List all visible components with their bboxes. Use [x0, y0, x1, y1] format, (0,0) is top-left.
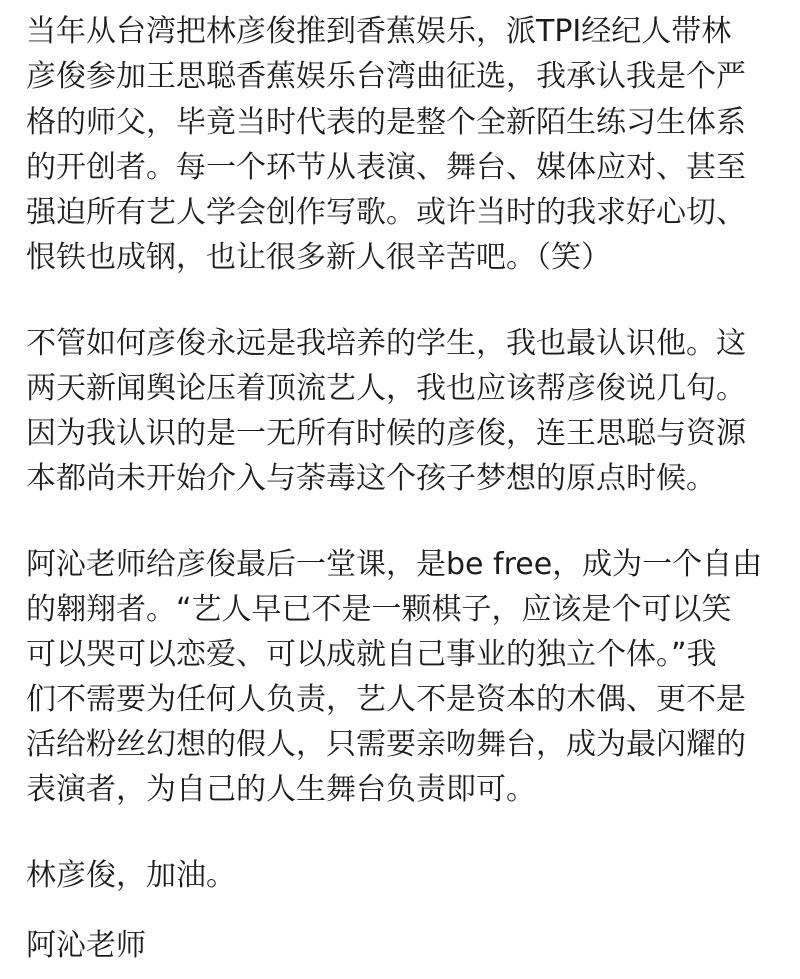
- text-line: 彦俊参加王思聪香蕉娱乐台湾曲征选，我承认我是个严: [26, 59, 746, 94]
- signature-line: 阿沁老师: [26, 928, 146, 963]
- text-line: 不管如何彦俊永远是我培养的学生，我也最认识他。这: [26, 326, 746, 361]
- text-line: 当年从台湾把林彦俊推到香蕉娱乐，派TPI经纪人带林: [26, 14, 732, 49]
- text-line: 林彦俊，加油。: [26, 858, 236, 893]
- text-line: 两天新闻舆论压着顶流艺人，我也应该帮彦俊说几句。: [26, 371, 746, 406]
- text-line: 们不需要为任何人负责，艺人不是资本的木偶、更不是: [26, 682, 746, 717]
- text-line: 的开创者。每一个环节从表演、舞台、媒体应对、甚至: [26, 150, 746, 185]
- text-line: 恨铁也成钢，也让很多新人很辛苦吧。（笑）: [26, 240, 611, 275]
- text-line: 因为我认识的是一无所有时候的彦俊，连王思聪与资源: [26, 416, 746, 451]
- text-line: 的翱翔者。“艺人早已不是一颗棋子，应该是个可以笑: [26, 592, 732, 627]
- text-line: 可以哭可以恋爱、可以成就自己事业的独立个体。”我: [26, 637, 717, 672]
- text-line: 表演者，为自己的人生舞台负责即可。: [26, 772, 536, 807]
- text-line: 强迫所有艺人学会创作写歌。或许当时的我求好心切、: [26, 195, 746, 230]
- text-line: 阿沁老师给彦俊最后一堂课，是be free，成为一个自由: [26, 547, 763, 582]
- text-line: 格的师父，毕竟当时代表的是整个全新陌生练习生体系: [26, 105, 746, 140]
- text-line: 本都尚未开始介入与荼毒这个孩子梦想的原点时候。: [26, 461, 716, 496]
- text-line: 活给粉丝幻想的假人，只需要亲吻舞台，成为最闪耀的: [26, 727, 746, 762]
